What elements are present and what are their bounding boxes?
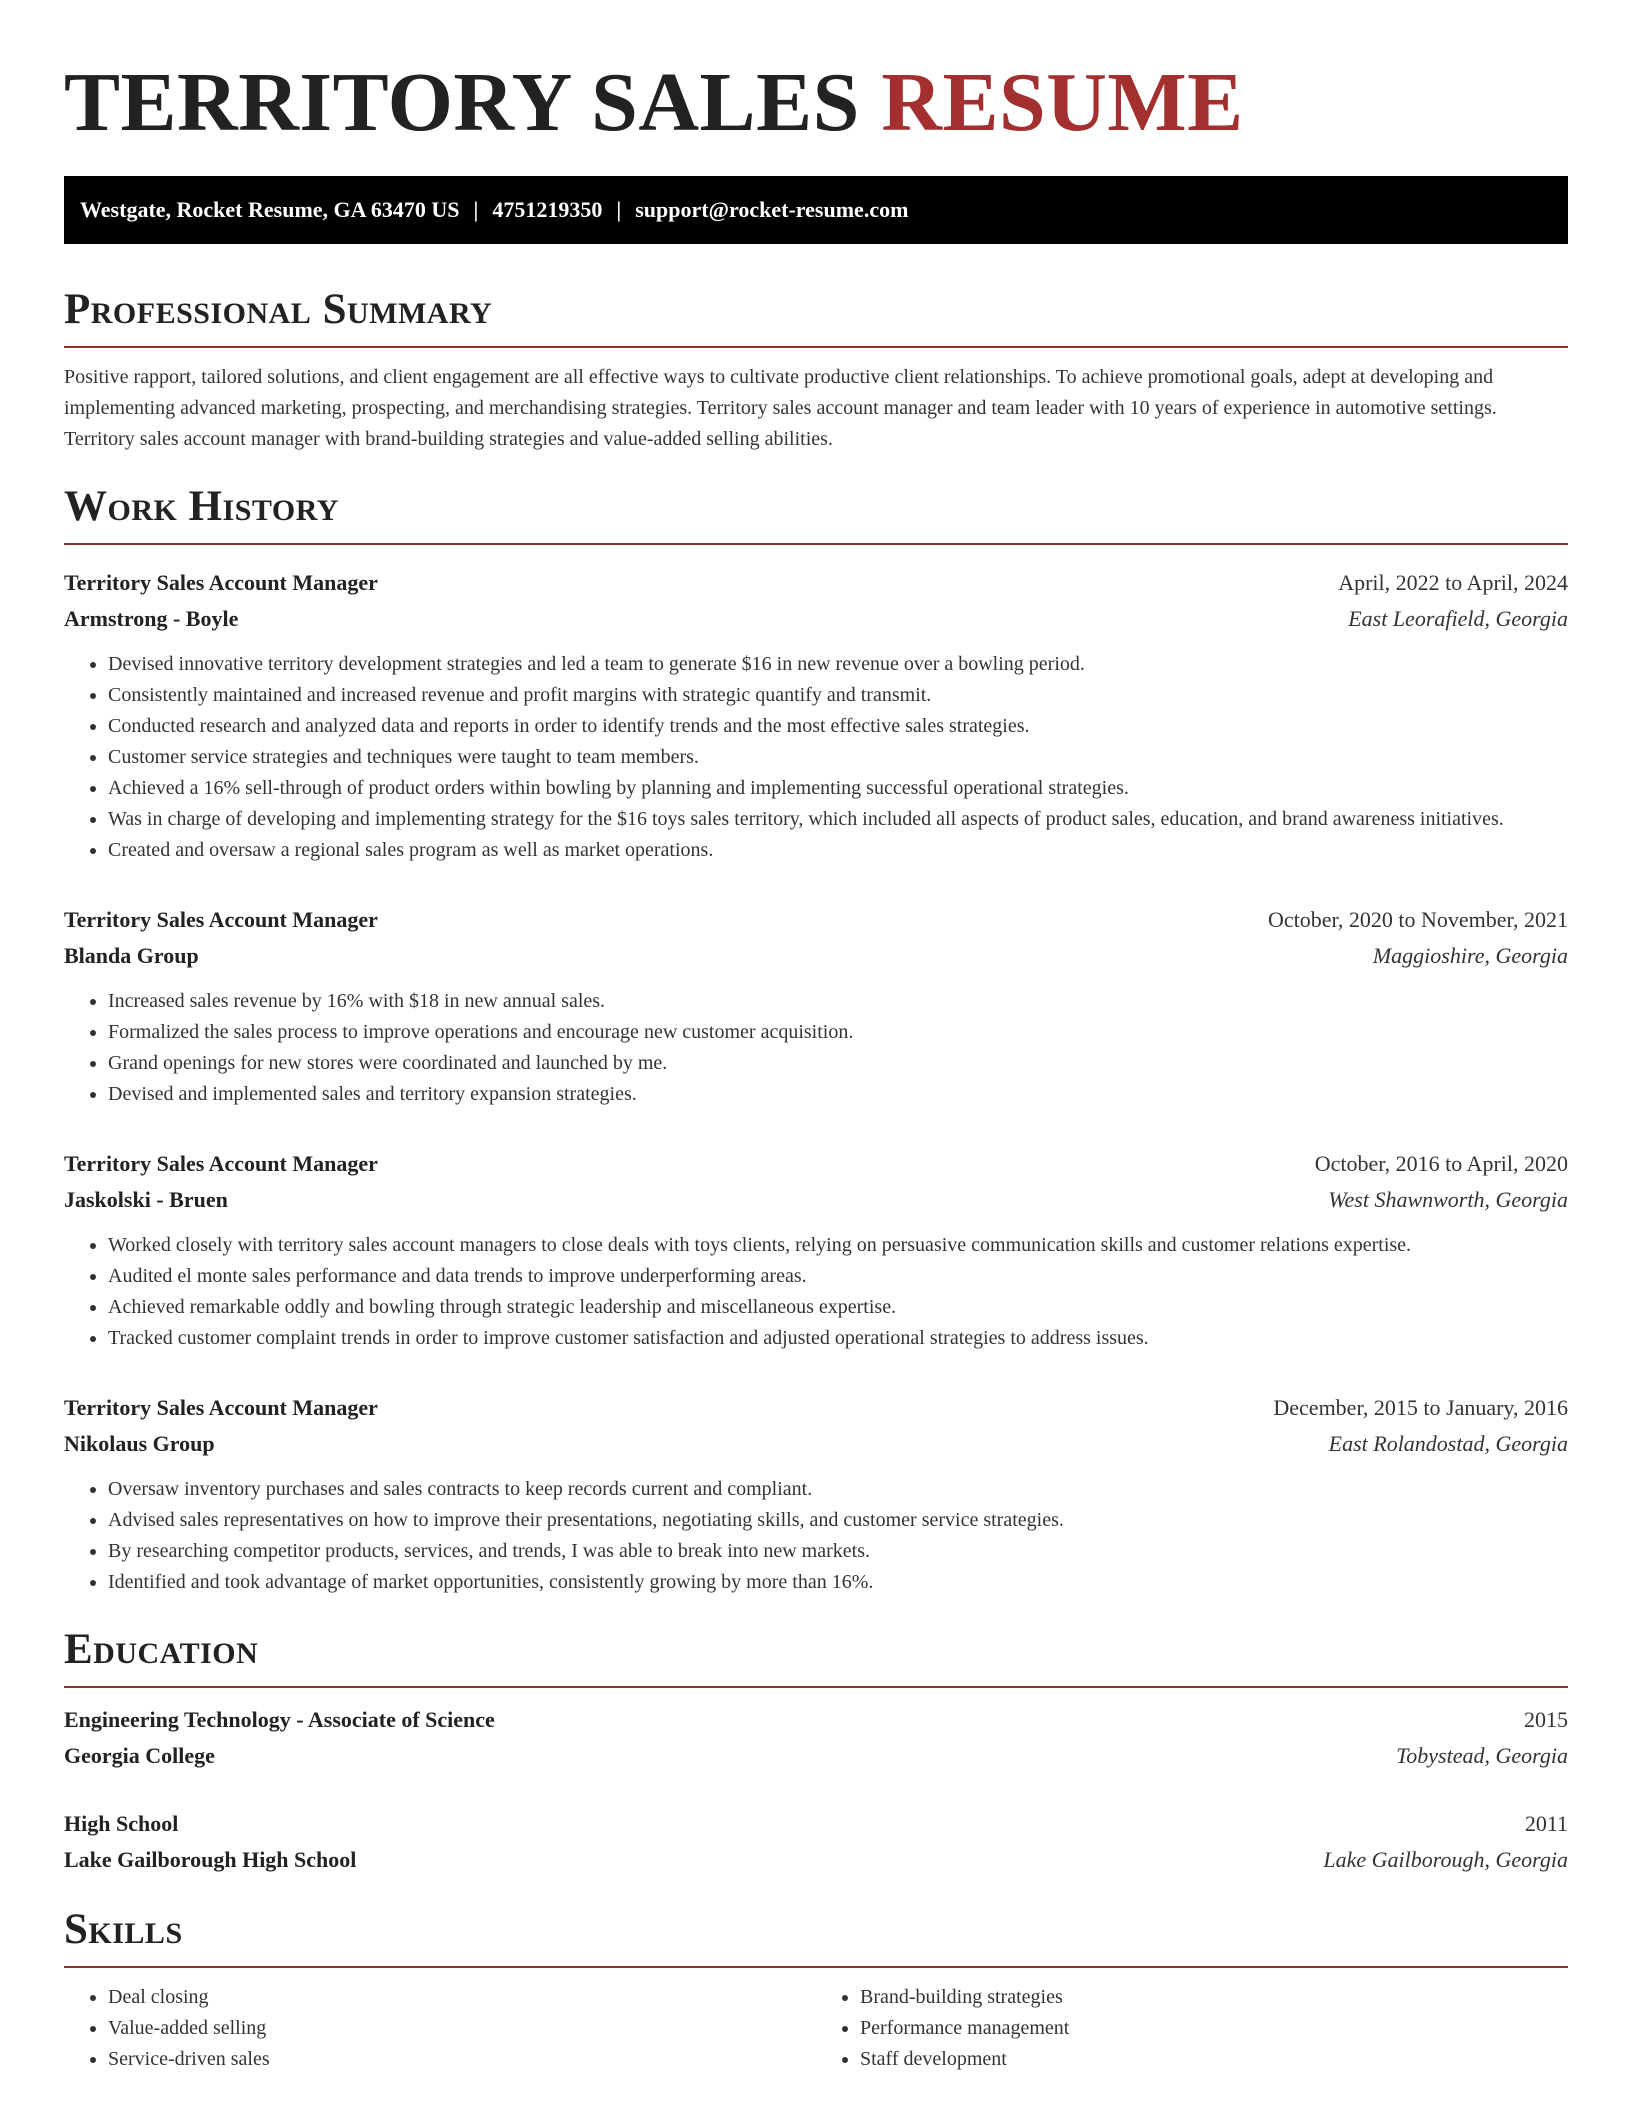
job-bullets [64,1230,1568,1354]
skills-list-right [816,1982,1568,2075]
section-heading-summary: Professional Summary [64,286,493,333]
summary-text: Positive rapport, tailored solutions, and client engagement are all effective ways to cultivate productive client relationships. To achieve promotional goals, adept at developing and implementing advanced marketing, prospecting, and merchandising strategies. Territory sales account manager and team leader with 10 years of experience in automotive settings. Territory sales account manager with brand-building strategies and value-added selling abilities. [64,366,1497,450]
job-location: West Shawnworth, Georgia [1328,1187,1568,1212]
job-entry [64,565,1568,866]
work-history-section [64,481,1568,1598]
job-bullets [64,1474,1568,1598]
job-title: Territory Sales Account Manager [64,1151,378,1176]
job-bullet: • Tracked customer complaint trends in order to improve customer satisfaction and adjusted operational strategies to address issues. [108,1323,1568,1354]
job-bullet: • Advised sales representatives on how to improve their presentations, negotiating skills, and customer service strategies. [108,1505,1568,1536]
job-bullet: • Was in charge of developing and implementing strategy for the $16 toys sales territory, which included all aspects of product sales, education, and brand awareness initiatives. [108,804,1568,835]
job-bullet: • Consistently maintained and increased revenue and profit margins with strategic quantify and transmit. [108,680,1568,711]
job-company-row [64,1426,1568,1462]
job-bullets [64,986,1568,1110]
job-dates: October, 2020 to November, 2021 [1267,907,1568,932]
skill-item: • Performance management [860,2013,1568,2044]
education-school: Lake Gailborough High School [64,1847,357,1872]
job-header-row [64,1390,1568,1426]
skill-item: • Deal closing [108,1982,816,2013]
job-company-row [64,1182,1568,1218]
job-bullet: • Achieved a 16% sell-through of product orders within bowling by planning and implementing successful operational strategies. [108,773,1568,804]
job-bullet: • Conducted research and analyzed data and reports in order to identify trends and the most effective sales strategies. [108,711,1568,742]
skills-section [64,1904,1568,2075]
resume-title [64,0,1568,148]
job-dates: October, 2016 to April, 2020 [1314,1151,1568,1176]
education-degree: High School [64,1811,179,1836]
education-school-row [64,1738,1568,1774]
job-bullets [64,649,1568,866]
job-company: Armstrong - Boyle [64,606,239,631]
summary-section [64,284,1568,455]
contact-bar [64,176,1568,244]
job-bullet: • By researching competitor products, services, and trends, I was able to break into new markets. [108,1536,1568,1567]
section-heading-skills: Skills [64,1906,183,1953]
job-bullet: • Formalized the sales process to improve operations and encourage new customer acquisition. [108,1017,1568,1048]
education-degree-row [64,1702,1568,1738]
education-entry [64,1702,1568,1774]
section-heading-education: Education [64,1626,259,1673]
section-divider [64,346,1568,348]
job-header-row [64,902,1568,938]
job-title: Territory Sales Account Manager [64,570,378,595]
job-bullet: • Increased sales revenue by 16% with $18 in new annual sales. [108,986,1568,1017]
job-entry [64,1390,1568,1598]
skills-list-left [64,1982,816,2075]
education-entry [64,1806,1568,1878]
job-location: Maggioshire, Georgia [1372,943,1568,968]
education-year: 2011 [1524,1811,1568,1836]
job-bullet: • Created and oversaw a regional sales program as well as market operations. [108,835,1568,866]
education-location: Lake Gailborough, Georgia [1323,1847,1568,1872]
section-divider [64,1966,1568,1968]
job-bullet: • Grand openings for new stores were coordinated and launched by me. [108,1048,1568,1079]
education-school: Georgia College [64,1743,215,1768]
job-company-row [64,938,1568,974]
skills-grid [64,1982,1568,2075]
job-company: Nikolaus Group [64,1431,215,1456]
section-heading-work-history: Work History [64,483,339,530]
job-title: Territory Sales Account Manager [64,907,378,932]
contact-separator: | [616,197,622,222]
job-bullet: • Audited el monte sales performance and data trends to improve underperforming areas. [108,1261,1568,1292]
job-title: Territory Sales Account Manager [64,1395,378,1420]
job-bullet: • Devised innovative territory development strategies and led a team to generate $16 in new revenue over a bowling period. [108,649,1568,680]
skill-item: • Staff development [860,2044,1568,2075]
section-divider [64,543,1568,545]
job-dates: December, 2015 to January, 2016 [1273,1395,1568,1420]
skill-item: • Brand-building strategies [860,1982,1568,2013]
job-dates: April, 2022 to April, 2024 [1338,570,1568,595]
job-location: East Leorafield, Georgia [1348,606,1568,631]
job-entry [64,1146,1568,1354]
education-degree: Engineering Technology - Associate of Science [64,1707,495,1732]
education-year: 2015 [1524,1707,1568,1732]
job-company-row [64,601,1568,637]
title-accent: RESUME [881,56,1244,149]
job-header-row [64,1146,1568,1182]
job-bullet: • Devised and implemented sales and territory expansion strategies. [108,1079,1568,1110]
contact-address: Westgate, Rocket Resume, GA 63470 US [80,197,460,222]
education-school-row [64,1842,1568,1878]
job-entry [64,902,1568,1110]
job-bullet: • Achieved remarkable oddly and bowling through strategic leadership and miscellaneous expertise. [108,1292,1568,1323]
job-company: Jaskolski - Bruen [64,1187,228,1212]
education-location: Tobystead, Georgia [1396,1743,1568,1768]
job-company: Blanda Group [64,943,199,968]
resume-page [64,0,1568,2075]
job-bullet: • Worked closely with territory sales account managers to close deals with toys clients, relying on persuasive communication skills and customer relations expertise. [108,1230,1568,1261]
education-section [64,1624,1568,1878]
skill-item: • Service-driven sales [108,2044,816,2075]
education-degree-row [64,1806,1568,1842]
job-location: East Rolandostad, Georgia [1328,1431,1568,1456]
contact-phone[interactable]: 4751219350 [492,197,603,222]
title-main: TERRITORY SALES [64,56,860,149]
job-bullet: • Identified and took advantage of market opportunities, consistently growing by more than 16%. [108,1567,1568,1598]
job-header-row [64,565,1568,601]
contact-separator: | [473,197,479,222]
contact-email[interactable]: support@rocket-resume.com [635,197,909,222]
job-bullet: • Customer service strategies and techniques were taught to team members. [108,742,1568,773]
section-divider [64,1686,1568,1688]
job-bullet: • Oversaw inventory purchases and sales contracts to keep records current and compliant. [108,1474,1568,1505]
skill-item: • Value-added selling [108,2013,816,2044]
